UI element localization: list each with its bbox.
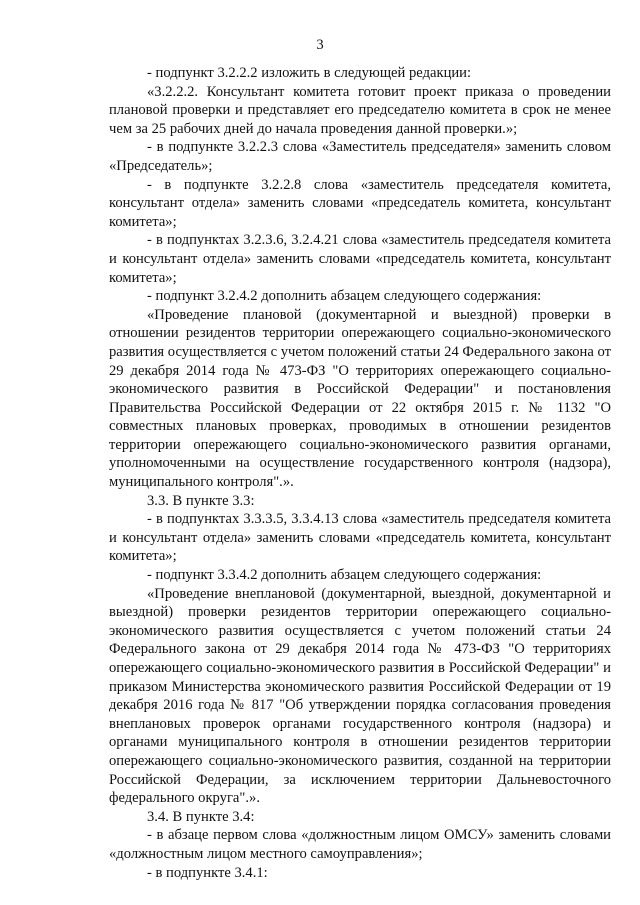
paragraph-subitem-3-2-2-3: - в подпункте 3.2.2.3 слова «Заместитель председателя» заменить словом «Председатель»; — [109, 139, 611, 174]
paragraph-item-3-4: 3.4. В пункте 3.4: — [147, 808, 255, 825]
paragraph-subitems-3-3-3-5: - в подпунктах 3.3.3.5, 3.3.4.13 слова «заместитель председателя комитета и консультант отдела» заменить словами «председатель комитета, консультант комитета»; — [109, 511, 611, 565]
paragraph-subitems-3-2-3-6: - в подпунктах 3.2.3.6, 3.2.4.21 слова «заместитель председателя комитета и консультант отдела» заменить словами «председатель комитета, консультант комитета»; — [109, 232, 611, 286]
page-number: 3 — [316, 37, 324, 53]
paragraph-subitem-3-2-2-8: - в подпункте 3.2.2.8 слова «заместитель председателя комитета, консультант отдела» заменить словами «председатель комитета, консультант комитета»; — [109, 176, 611, 230]
paragraph-subitem-3-2-4-2-intro: - подпункт 3.2.4.2 дополнить абзацем следующего содержания: — [147, 288, 542, 305]
paragraph-subitem-3-2-2-2-intro: - подпункт 3.2.2.2 изложить в следующей редакции: — [147, 65, 472, 81]
paragraph-item-3-3: 3.3. В пункте 3.3: — [147, 492, 255, 509]
paragraph-subitem-3-2-2-2-text: «3.2.2.2. Консультант комитета готовит проект приказа о проведении плановой проверки и представляет его председателю комитета в срок не менее чем за 25 рабочих дней до начала проведения данной проверки.»; — [109, 83, 611, 137]
paragraph-first-abzac-change: - в абзаце первом слова «должностным лицом ОМСУ» заменить словами «должностным лицом местного самоуправления»; — [109, 827, 611, 862]
paragraph-unplanned-inspection-text: «Проведение внеплановой (документарной, выездной, документарной и выездной) проверки резидентов территории опережающего социально-экономического развития осуществляется с учетом положений статьи 24 Федерального закона от 29 декабря 2014 года № 473-ФЗ "О территориях опережающего социально-экономического развития в Российской Федерации" и приказом Министерства экономического развития Российской Федерации от 19 декабря 2016 года № 817 "Об утверждении порядка согласования проведения внеплановых проверок органами государственного контроля (надзора) и органами муниципального контроля в отношении резидентов территории опережающего социально-экономического развития, созданной на территории Российской Федерации, за исключением территории Дальневосточного федерального округа".». — [109, 585, 611, 807]
paragraph-subitem-3-3-4-2-intro: - подпункт 3.3.4.2 дополнить абзацем следующего содержания: — [147, 567, 542, 584]
document-body — [109, 64, 611, 882]
paragraph-planned-inspection-text: «Проведение плановой (документарной и выездной) проверки в отношении резидентов территории опережающего социально-экономического развития осуществляется с учетом положений статьи 24 Федерального закона от 29 декабря 2014 года № 473-ФЗ "О территориях опережающего социально-экономического развития в Российской Федерации" и постановления Правительства Российской Федерации от 22 октября 2015 г. № 1132 "О совместных плановых проверках, проводимых в отношении резидентов территории опережающего социально-экономического развития органами, уполномоченными на осуществление государственного контроля (надзора), муниципального контроля".». — [109, 306, 611, 491]
paragraph-subitem-3-4-1: - в подпункте 3.4.1: — [147, 864, 268, 881]
